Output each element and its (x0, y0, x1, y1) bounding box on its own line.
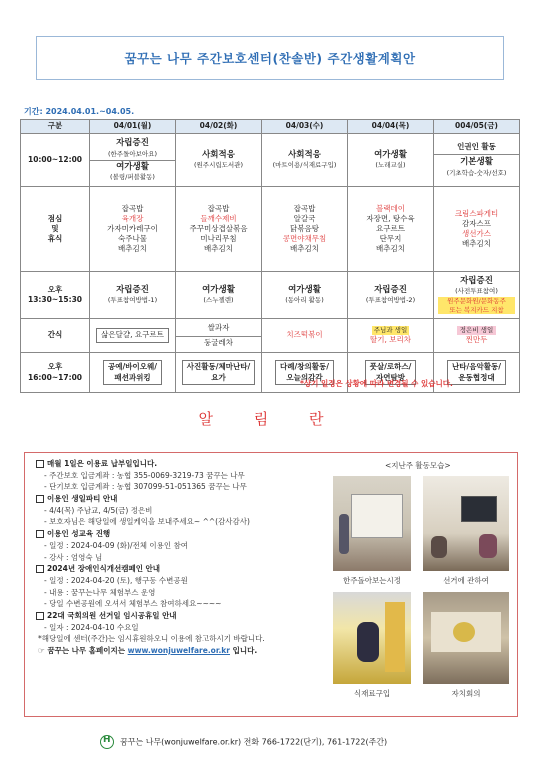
activity-sub: (동아리 활동) (285, 296, 324, 305)
activity-sub: (기초학습-숫자/선호) (446, 168, 507, 177)
notice-title: 알 림 란 (198, 410, 342, 428)
checkbox-icon (36, 612, 44, 620)
menu-item: 들깨수제비 (200, 213, 237, 223)
table-row-snack (21, 319, 520, 353)
notice-line: - 주간보호 입금계좌 : 농협 355-0069-3219-73 꿈꾸는 나무 (44, 470, 245, 480)
cell-thu-morning (348, 134, 434, 187)
cell-tue-afternoon1 (176, 272, 262, 319)
club-line: 요가 (211, 372, 226, 382)
activity-sub: (투표참여방법-2) (365, 296, 416, 305)
activity-title: 여가생활 (288, 284, 321, 295)
row-label-morning: 10:00~12:00 (21, 134, 90, 187)
cell-fri-afternoon1 (434, 272, 520, 319)
activity-title: 기본생활 (460, 157, 493, 168)
notice-heading: 2024년 장애인식개선캠페인 안내 (47, 564, 161, 574)
row-label-part: 16:00~17:00 (27, 372, 83, 382)
activity-sub: (마트이용/식재료구입) (272, 161, 337, 170)
club-line: 난타/음악활동/ (452, 362, 501, 372)
birthday-badge: 주님과 생일 (373, 326, 408, 335)
notice-line: - 단기보호 입금계좌 : 농협 307099-51-051365 꿈꾸는 나무 (44, 482, 247, 492)
cell-wed-snack (262, 319, 348, 353)
header-cell: 04/02(화) (176, 120, 262, 134)
menu-item: 배추김치 (462, 239, 491, 249)
menu-item: 감자스프 (462, 218, 491, 228)
photo-3 (333, 592, 411, 684)
footer-text: 꿈꾸는 나무(wonjuwelfare.or.kr) 전화 766-1722(단기), 761-1722(주간) (120, 737, 388, 747)
notice-line: - 4/4(목) 주남교, 4/5(금) 정은비 (44, 505, 153, 515)
notice-line: - 당일 수변공원에 오셔서 체험부스 참여하세요~~~~ (44, 599, 222, 609)
snack-text: 딸기, 보리차 (370, 334, 411, 344)
notice-heading: 이용인 성교육 진행 (47, 529, 111, 539)
snack-item (348, 335, 433, 345)
period-label: 기간: 2024.04.01.~04.05. (24, 107, 135, 116)
schedule-table (20, 119, 520, 393)
menu-item: 크림스파게티 (454, 208, 499, 218)
notice-item-3 (36, 528, 326, 540)
activity-title: 여가생활 (116, 161, 149, 172)
activity-title: 여가생활 (374, 149, 407, 160)
table-row-morning (21, 134, 520, 187)
checkbox-icon (36, 565, 44, 573)
activity-title: 자립증진 (374, 284, 407, 295)
photos-title: <지난주 활동모습> (385, 461, 451, 470)
activity-title: 인권인 활동 (457, 142, 496, 152)
row-label-afternoon2 (21, 353, 90, 393)
notice-line: - 내용 : 꿈꾸는나무 체험부스 운영 (44, 587, 156, 597)
cell-fri-snack (434, 319, 520, 353)
notice-line: - 일정 : 2024-04-20 (토), 행구동 수변공원 (44, 575, 188, 585)
row-label-part: 오후 (47, 284, 63, 294)
notice-item-2 (36, 493, 326, 505)
birthday-badge: 정은비 생일 (457, 326, 496, 335)
menu-item: 배추김치 (118, 244, 147, 254)
activity-sub: (스누젤렌) (203, 296, 234, 305)
notice-item-5 (36, 610, 326, 622)
notice-line: - 강사 : 엄영숙 님 (44, 552, 103, 562)
notice-item-1 (36, 458, 326, 470)
table-header-row (21, 120, 520, 134)
cell-thu-lunch (348, 187, 434, 272)
note-line: 또는 복지카드 지참 (449, 305, 504, 314)
menu-item: 주꾸미상겹살볶음 (189, 223, 248, 233)
homepage-post: 입니다. (232, 646, 258, 655)
header-cell: 구분 (21, 120, 90, 134)
cell-mon-afternoon2 (90, 353, 176, 393)
header-cell: 004/05(금) (434, 120, 520, 134)
row-label-part: 휴식 (47, 234, 63, 244)
activity-sub: (한주돌아보아요) (107, 149, 158, 158)
cell-tue-snack (176, 319, 262, 353)
notice-item-4 (36, 563, 326, 575)
checkbox-icon (36, 495, 44, 503)
photo-caption: 선거에 관하여 (443, 576, 489, 585)
homepage-pre: ☞ 꿈꾸는 나무 홈페이지는 (38, 646, 126, 655)
footer (100, 735, 387, 749)
cell-tue-afternoon2 (176, 353, 262, 393)
cell-fri-lunch (434, 187, 520, 272)
homepage-link[interactable]: www.wonjuwelfare.or.kr (127, 646, 230, 655)
menu-item: 배추김치 (204, 244, 233, 254)
notice-line: - 일자 : 2024-04-10 수요일 (44, 622, 139, 632)
photo-caption: 식재료구입 (353, 689, 391, 698)
cell-wed-afternoon1 (262, 272, 348, 319)
notice-line: *해당일에 센터(주간)는 임시휴원하오니 이용에 참고하시기 바랍니다. (38, 634, 265, 644)
photo-caption: 한주돌아보는시정 (343, 576, 401, 585)
activity-sub: (노래교실) (375, 161, 406, 170)
snack-item: 삶은달걀, 요구르트 (96, 328, 169, 342)
club-line: 운동협정대 (458, 372, 495, 382)
club-line: 자연탐방 (376, 372, 405, 382)
snack-item: 치즈떡볶이 (286, 330, 323, 340)
menu-item: 가자미카레구이 (107, 223, 158, 233)
schedule-note: *상기 일정은 상황에 따라 변경될 수 있습니다. (300, 379, 453, 388)
row-label-part: 오후 (47, 362, 63, 372)
notice-list (36, 458, 326, 657)
menu-item: 요구르트 (376, 223, 405, 233)
cell-wed-lunch (262, 187, 348, 272)
menu-item: 잡곡밥 (207, 203, 230, 213)
activity-title: 사회적응 (202, 149, 235, 160)
club-line: 풋살/로하스/ (369, 362, 412, 372)
note-line: 원주문화원/문화동주 (447, 296, 506, 305)
club-line: 다례/창의활동/ (280, 362, 329, 372)
cell-tue-morning (176, 134, 262, 187)
club-line: 사진활동/체마난타/ (186, 362, 251, 372)
cell-mon-lunch (90, 187, 176, 272)
photo-4 (423, 592, 509, 684)
menu-item: 단무지 (379, 234, 402, 244)
row-label-part: 13:30~15:30 (27, 295, 83, 304)
menu-item: 배추김치 (376, 244, 405, 254)
header-cell: 04/03(수) (262, 120, 348, 134)
menu-item: 미나리무침 (200, 234, 237, 244)
row-label-afternoon1 (21, 272, 90, 319)
checkbox-icon (36, 460, 44, 468)
activity-title: 자립증진 (116, 138, 149, 149)
club-line: 오늘의감각 (286, 372, 323, 382)
table-row-afternoon1 (21, 272, 520, 319)
menu-item: 닭볶음탕 (290, 223, 319, 233)
notice-heading: 22대 국회의원 선거일 임시공휴일 안내 (47, 610, 177, 620)
table-row-lunch (21, 187, 520, 272)
checkbox-icon (36, 530, 44, 538)
row-label-part: 점심 (47, 213, 63, 223)
cell-fri-morning (434, 134, 520, 187)
menu-item: 블랙데이 (376, 203, 405, 213)
activity-title: 자립증진 (460, 275, 493, 286)
cell-tue-lunch (176, 187, 262, 272)
title-box (36, 36, 504, 80)
cell-thu-snack (348, 319, 434, 353)
menu-item: 콩면야채무침 (282, 234, 327, 244)
photo-caption: 자치회의 (451, 689, 481, 698)
notice-heading: 이용인 생일파티 안내 (47, 494, 118, 504)
notice-line: - 일정 : 2024-04-09 (화)/전체 이용인 참여 (44, 540, 188, 550)
activity-title: 사회적응 (288, 149, 321, 160)
logo-icon (100, 735, 114, 749)
activity-sub: (볼링/퍼블활동) (110, 172, 155, 181)
page-title: 꿈꾸는 나무 주간보호센터(찬솔반) 주간생활계획안 (124, 51, 416, 66)
notice-line: - 보호자님은 해당일에 생일케익을 보내주세요~ ^^(감사감사) (44, 517, 250, 527)
menu-item: 잡곡밥 (121, 203, 144, 213)
cell-wed-morning (262, 134, 348, 187)
photo-1 (333, 476, 411, 571)
cell-mon-afternoon1 (90, 272, 176, 319)
club-line: 패션과위킹 (114, 372, 151, 382)
homepage-line (36, 645, 326, 657)
fri-note (438, 297, 515, 315)
activity-sub: (사전투표참여) (455, 287, 498, 296)
cell-mon-snack (90, 319, 176, 353)
cell-mon-morning (90, 134, 176, 187)
menu-item: 생선가스 (462, 229, 491, 238)
activity-sub: (원주시립도서관) (193, 161, 244, 170)
club-line: 공예/바이오웨/ (108, 362, 157, 372)
photo-2 (423, 476, 509, 571)
menu-item: 배추김치 (290, 244, 319, 254)
row-label-snack: 간식 (21, 319, 90, 353)
activity-title: 자립증진 (116, 284, 149, 295)
snack-item: 쌀과자 (207, 323, 230, 333)
row-label-part: 및 (51, 223, 59, 233)
menu-item: 육개장 (121, 213, 144, 223)
row-label-lunch (21, 187, 90, 272)
menu-item: 알갈국 (293, 213, 316, 223)
activity-title: 여가생활 (202, 284, 235, 295)
header-cell: 04/01(월) (90, 120, 176, 134)
menu-item: 자장면, 탕수육 (366, 213, 415, 223)
snack-item: 둥굴레차 (176, 336, 261, 348)
menu-item: 잡곡밥 (293, 203, 316, 213)
snack-item: 찐만두 (465, 334, 488, 344)
menu-item: 숙주나물 (118, 234, 147, 244)
notice-heading: 매월 1일은 이용료 납부일입니다. (47, 459, 158, 468)
header-cell: 04/04(목) (348, 120, 434, 134)
activity-sub: (투표참여방법-1) (107, 296, 158, 305)
cell-thu-afternoon1 (348, 272, 434, 319)
